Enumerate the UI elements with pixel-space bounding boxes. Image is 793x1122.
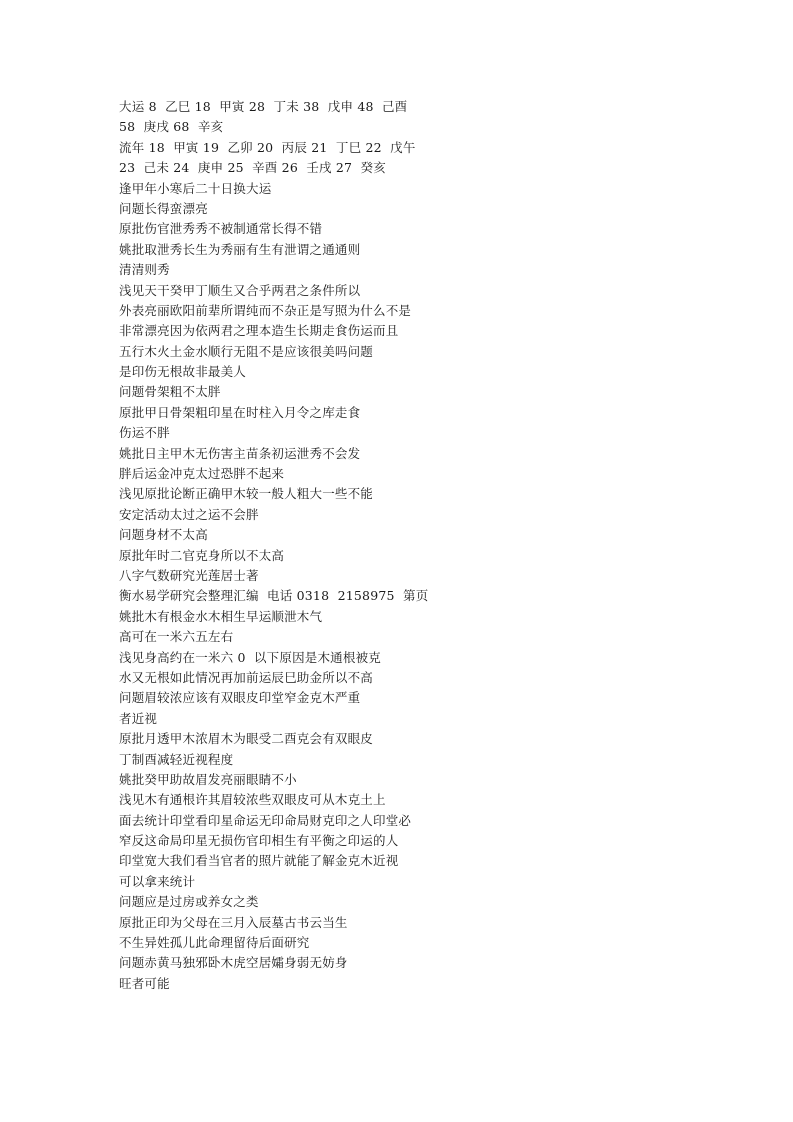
- text-line: 清清则秀: [119, 262, 170, 278]
- text-line: 流年 18 甲寅 19 乙卯 20 丙辰 21 丁巳 22 戊午: [119, 139, 416, 155]
- text-line: 问题骨架粗不太胖: [119, 384, 221, 400]
- text-line: 五行木火土金水顺行无阻不是应该很美吗问题: [119, 343, 374, 359]
- text-line: 逢甲年小寒后二十日换大运: [119, 180, 272, 196]
- text-line: 姚批癸甲助故眉发亮丽眼睛不小: [119, 771, 297, 787]
- text-line: 印堂宽大我们看当官者的照片就能了解金克木近视: [119, 853, 399, 869]
- text-line: 者近视: [119, 710, 158, 726]
- text-line: 胖后运金冲克太过恐胖不起来: [119, 466, 285, 482]
- document-body: [119, 97, 759, 994]
- text-line: 高可在一米六五左右: [119, 629, 234, 645]
- text-line: 问题身材不太高: [119, 527, 208, 543]
- text-line: 面去统计印堂看印星命运无印命局财克印之人印堂必: [119, 812, 412, 828]
- text-line: 姚批木有根金水木相生早运顺泄木气: [119, 608, 323, 624]
- text-line: 原批月透甲木浓眉木为眼受二酉克会有双眼皮: [119, 731, 374, 747]
- text-line: 58 庚戌 68 辛亥: [119, 119, 224, 135]
- text-line: 窄反这命局印星无损伤官印相生有平衡之印运的人: [119, 833, 399, 849]
- text-line: 浅见天干癸甲丁顺生又合乎两君之条件所以: [119, 282, 361, 298]
- text-line: 非常漂亮因为依两君之理本造生长期走食伤运而且: [119, 323, 399, 339]
- text-line: 衡水易学研究会整理汇编 电话 0318 2158975 第页: [119, 588, 429, 604]
- text-line: 安定活动太过之运不会胖: [119, 506, 259, 522]
- text-line: 原批正印为父母在三月入辰墓古书云当生: [119, 914, 348, 930]
- text-line: 问题应是过房或养女之类: [119, 894, 259, 910]
- text-line: 大运 8 乙巳 18 甲寅 28 丁未 38 戊申 48 己酉: [119, 99, 408, 114]
- text-line: 浅见木有通根许其眉较浓些双眼皮可从木克土上: [119, 792, 386, 808]
- text-line: 问题长得蛮漂亮: [119, 200, 208, 216]
- text-line: 姚批取泄秀长生为秀丽有生有泄谓之通通则: [119, 241, 361, 257]
- text-line: 是印伤无根故非最美人: [119, 364, 247, 380]
- text-line: 23 己未 24 庚申 25 辛酉 26 壬戌 27 癸亥: [119, 160, 386, 176]
- text-line: 原批伤官泄秀秀不被制通常长得不错: [119, 221, 323, 237]
- text-line: 可以拿来统计: [119, 873, 196, 889]
- text-line: 姚批日主甲木无伤害主苗条初运泄秀不会发: [119, 445, 361, 461]
- text-line: 原批甲日骨架粗印星在时柱入月令之库走食: [119, 404, 361, 420]
- text-line: 原批年时二官克身所以不太高: [119, 547, 285, 563]
- text-line: 不生异姓孤儿此命理留待后面研究: [119, 935, 310, 951]
- text-line: 伤运不胖: [119, 425, 170, 441]
- text-line: 浅见身高约在一米六 0 以下原因是木通根被克: [119, 649, 381, 665]
- text-line: 外表亮丽欧阳前辈所谓纯而不杂正是写照为什么不是: [119, 302, 412, 318]
- text-line: 问题眉较浓应该有双眼皮印堂窄金克木严重: [119, 690, 361, 706]
- text-line: 八字气数研究光莲居士著: [119, 567, 259, 583]
- text-line: 浅见原批论断正确甲木较一般人粗大一些不能: [119, 486, 374, 502]
- text-line: 水又无根如此情况再加前运辰巳助金所以不高: [119, 669, 374, 685]
- text-line: 丁制酉减轻近视程度: [119, 751, 234, 767]
- text-line: 问题赤黄马独邪卧木虎空居孀身弱无妨身: [119, 955, 348, 971]
- text-line: 旺者可能: [119, 975, 170, 991]
